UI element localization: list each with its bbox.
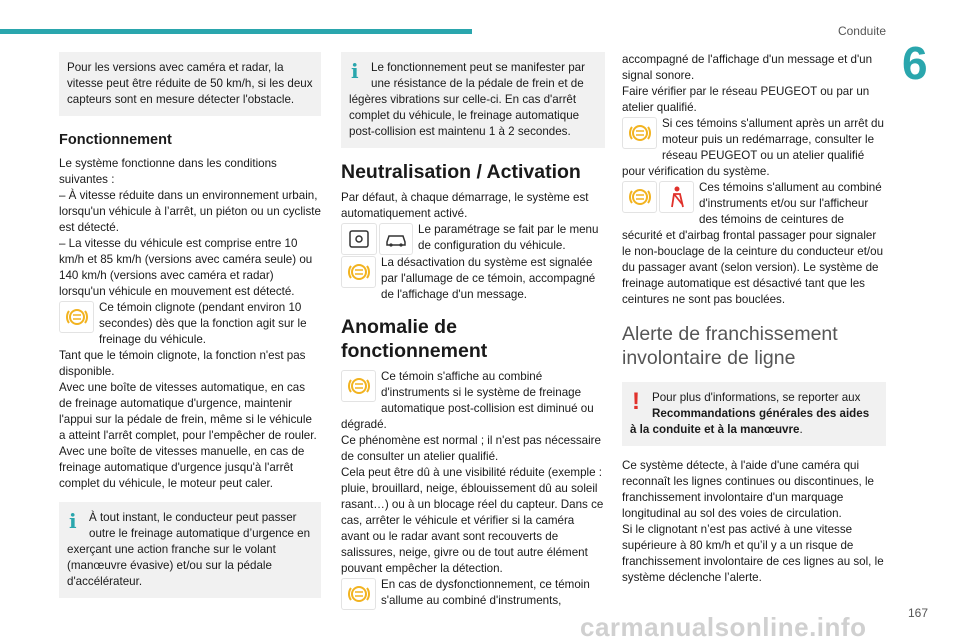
icon-paragraph: [622, 116, 886, 180]
chapter-number: 6: [902, 37, 928, 89]
paragraph: En cas de dysfonctionnement, ce témoin s'allume au combiné d'instruments,: [381, 578, 590, 607]
section-title: Conduite: [837, 24, 886, 38]
paragraph: Le système fonctionne dans les conditions suivantes :: [59, 157, 277, 186]
section-heading: Anomalie de fonctionnement: [341, 316, 488, 362]
brake-warning-icon: [341, 578, 376, 610]
column-2: [341, 52, 605, 610]
info-icon: i: [351, 59, 359, 83]
paragraph: Si ces témoins s'allument après un arrêt du moteur puis un redémarrage, consulter le réseau PEUGEOT ou un atelier qualifié pour vérification du système.: [622, 117, 884, 178]
brake-warning-icon: [622, 181, 657, 213]
note-box: [59, 52, 321, 116]
watermark: carmanualsonline.info: [580, 612, 867, 642]
warning-text-end: .: [799, 423, 803, 436]
warning-text-bold: Recommandations générales des aides à la conduite et à la manœuvre: [630, 407, 870, 436]
paragraph: accompagné de l'affichage d'un message et d'un signal sonore.: [622, 53, 873, 82]
icon-paragraph: [59, 300, 321, 348]
paragraph: La désactivation du système est signalée par l'allumage de ce témoin, accompagné de l'affichage d'un message.: [381, 256, 596, 301]
paragraph: Le paramétrage se fait par le menu de configuration du véhicule.: [418, 223, 599, 252]
info-text: Le fonctionnement peut se manifester par une résistance de la pédale de frein et de légères vibrations sur celle-ci. En cas d'arrêt complet du véhicule, le freinage automatique post-collision est maintenu 1 à 2 secondes.: [349, 61, 585, 138]
warning-box: [622, 382, 886, 446]
paragraph: – La vitesse du véhicule est comprise entre 10 km/h et 85 km/h (versions avec caméra seule) ou 140 km/h (versions avec caméra et radar) lorsqu'un véhicule en mouvement est détecté.: [59, 237, 313, 298]
icon-paragraph: [341, 255, 605, 303]
brake-warning-icon: [341, 256, 376, 288]
column-1: [59, 52, 321, 610]
settings-menu-icon: [341, 223, 377, 255]
paragraph: Faire vérifier par le réseau PEUGEOT ou par un atelier qualifié.: [622, 85, 870, 114]
icon-paragraph: [341, 222, 605, 255]
page-number: 167: [908, 606, 929, 620]
paragraph: Cela peut être dû à une visibilité réduite (exemple : pluie, brouillard, neige, éblouissement dû au soleil rasant…) ou à un blocage réel du capteur. Dans ce cas, arrêter le véhicule et vérifier si la caméra avant ou le radar avant sont recouverts de salissures, neige, givre ou de tout autre élément pouvant empêcher la détection.: [341, 466, 604, 575]
icon-paragraph: [341, 577, 605, 609]
icon-paragraph: [341, 369, 605, 433]
paragraph: Ce système détecte, à l'aide d'une caméra qui reconnaît les lignes continues ou discontinues, le franchissement involontaire d'un marquage longitudinal au sol des voies de circulation.: [622, 459, 874, 520]
info-text: À tout instant, le conducteur peut passer outre le freinage automatique d’urgence en exerçant une action franche sur le volant (manœuvre évasive) et/ou sur la pédale d'accélérateur.: [67, 511, 311, 588]
warning-text: [630, 390, 878, 438]
info-box: [341, 52, 605, 148]
note-text: Pour les versions avec caméra et radar, la vitesse peut être réduite de 50 km/h, si les deux capteurs sont en mesure détecter l'obstacle.: [67, 61, 313, 106]
column-3: [622, 52, 886, 586]
brake-warning-icon: [59, 301, 94, 333]
paragraph: Ce témoin clignote (pendant environ 10 secondes) dès que la fonction agit sur le freinage du véhicule.: [99, 301, 307, 346]
icon-paragraph: [622, 180, 886, 308]
paragraph: Ce phénomène est normal ; il n'est pas nécessaire de consulter un atelier qualifié.: [341, 434, 601, 463]
info-icon: i: [69, 509, 77, 533]
seatbelt-icon: [659, 181, 694, 213]
paragraph: Ces témoins s'allument au combiné d'instruments et/ou sur l'afficheur des témoins de ceintures de sécurité et d'airbag frontal passager pour signaler le non-bouclage de la ceinture du conducteur et/ou du passager avant (selon version). Le système de freinage automatique est désactivé tant que les ceintures ne sont pas bouclées.: [622, 181, 884, 306]
brake-warning-icon: [341, 370, 376, 402]
section-heading: Fonctionnement: [59, 132, 172, 148]
warning-text-plain: Pour plus d'informations, se reporter aux: [652, 391, 861, 404]
paragraph: Avec une boîte de vitesses automatique, en cas de freinage automatique d'urgence, maintenir l'appui sur la pédale de frein, même si le véhicule a atteint l'arrêt complet, pour l'empêcher de rouler.: [59, 381, 317, 442]
car-icon: [379, 223, 413, 255]
header-accent-bar: [0, 29, 472, 34]
warning-exclamation-icon: !: [632, 388, 640, 415]
section-heading: Alerte de franchissement involontaire de ligne: [622, 323, 838, 369]
section-heading: Neutralisation / Activation: [341, 161, 581, 183]
paragraph: Par défaut, à chaque démarrage, le système est automatiquement activé.: [341, 191, 589, 220]
paragraph: Avec une boîte de vitesses manuelle, en cas de freinage automatique d'urgence jusqu'à l'arrêt complet du véhicule, le moteur peut caler.: [59, 445, 305, 490]
paragraph: Si le clignotant n’est pas activé à une vitesse supérieure à 80 km/h et qu’il y a un risque de franchissement involontaire de ces lignes au sol, le système déclenche l’alerte.: [622, 523, 884, 584]
brake-warning-icon: [622, 117, 657, 149]
paragraph: – À vitesse réduite dans un environnement urbain, lorsqu'un véhicule à l’arrêt, un piéton ou un cycliste est détecté.: [59, 189, 321, 234]
paragraph: Tant que le témoin clignote, la fonction n'est pas disponible.: [59, 349, 306, 378]
info-box: [59, 502, 321, 598]
paragraph: Ce témoin s'affiche au combiné d'instruments si le système de freinage automatique post-collision est diminué ou dégradé.: [341, 370, 594, 431]
